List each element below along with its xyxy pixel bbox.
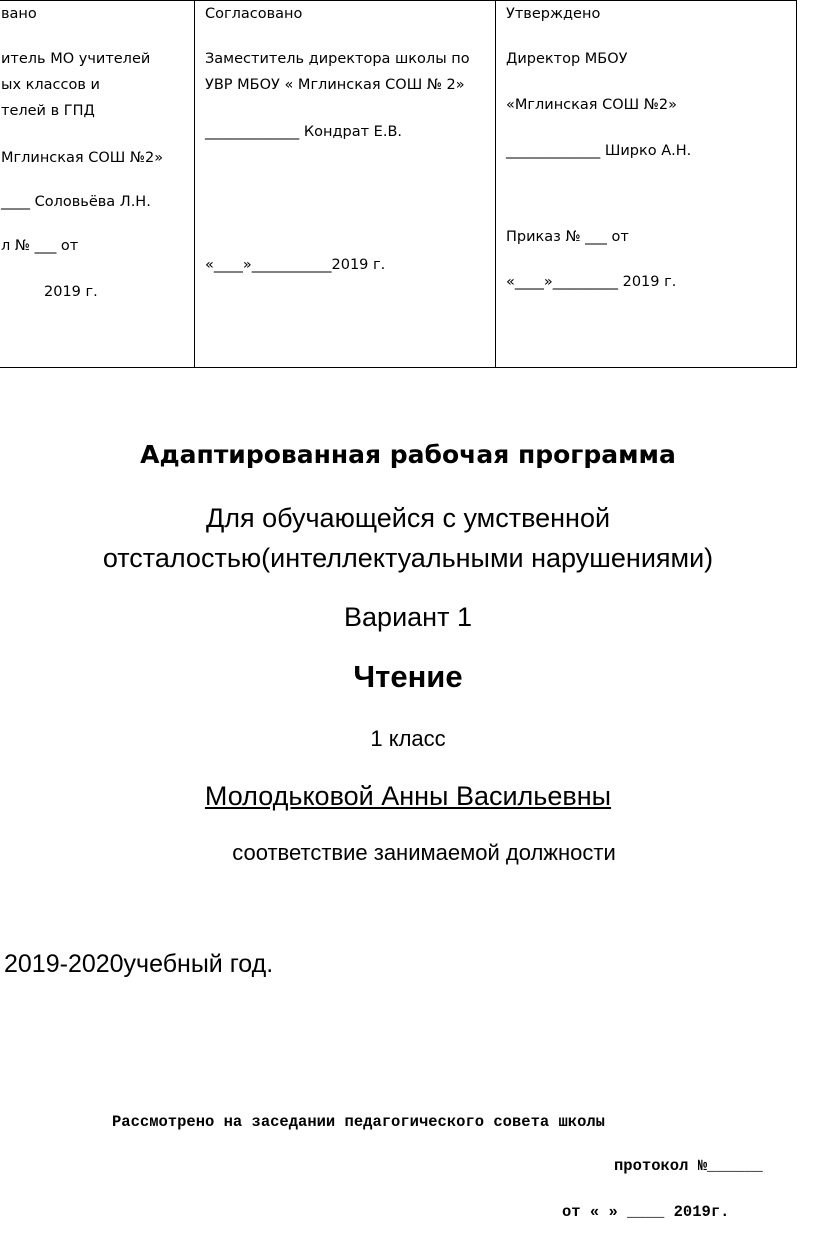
- approval-heading: Утверждено: [506, 6, 601, 22]
- approval-line: телей в ГПД: [1, 103, 95, 119]
- academic-year: 2019-2020учебный год.: [4, 950, 274, 978]
- approval-line: Мглинская СОШ №2»: [1, 150, 164, 166]
- student-name: Молодьковой Анны Васильевны: [204, 781, 612, 811]
- program-grade: 1 класс: [370, 726, 446, 751]
- program-target-line: отсталостью(интеллектуальными нарушениями): [102, 543, 714, 573]
- approval-line: «Мглинская СОШ №2»: [506, 97, 677, 113]
- approval-line: ых классов и: [1, 77, 100, 93]
- approval-date-line: «____»___________2019 г.: [205, 257, 386, 273]
- approval-cell-approved: [496, 1, 797, 368]
- teacher-status: соответствие занимаемой должности: [232, 840, 616, 865]
- approval-heading: вано: [1, 6, 37, 22]
- approval-line: итель МО учителей: [1, 51, 151, 67]
- approval-line: Директор МБОУ: [506, 51, 628, 67]
- program-subject: Чтение: [353, 659, 463, 694]
- approval-line: УВР МБОУ « Мглинская СОШ № 2»: [205, 77, 465, 93]
- approval-heading: Согласовано: [205, 6, 303, 22]
- program-variant: Вариант 1: [344, 602, 472, 632]
- program-title: Адаптированная рабочая программа: [140, 440, 676, 469]
- approval-date-line: «____»_________ 2019 г.: [506, 274, 677, 290]
- approval-line: Заместитель директора школы по: [205, 51, 470, 67]
- approval-order-line: Приказ № ___ от: [506, 229, 629, 245]
- council-review-line: Рассмотрено на заседании педагогического совета школы: [112, 1113, 605, 1131]
- approval-signature-line: _____________ Ширко А.Н.: [506, 143, 692, 159]
- approval-cell-agreed: [195, 1, 496, 368]
- council-date-line: от « » ____ 2019г.: [562, 1203, 730, 1221]
- council-protocol-line: протокол №______: [614, 1157, 763, 1175]
- program-target-line: Для обучающейся с умственной: [205, 503, 611, 533]
- approval-signature-line: ____ Соловьёва Л.Н.: [1, 194, 151, 210]
- approval-date-line: 2019 г.: [44, 284, 98, 300]
- approval-signature-line: _____________ Кондрат Е.В.: [205, 124, 403, 140]
- approval-table: [0, 0, 797, 368]
- approval-cell-mo: [0, 1, 195, 368]
- approval-protocol-line: л № ___ от: [1, 238, 79, 254]
